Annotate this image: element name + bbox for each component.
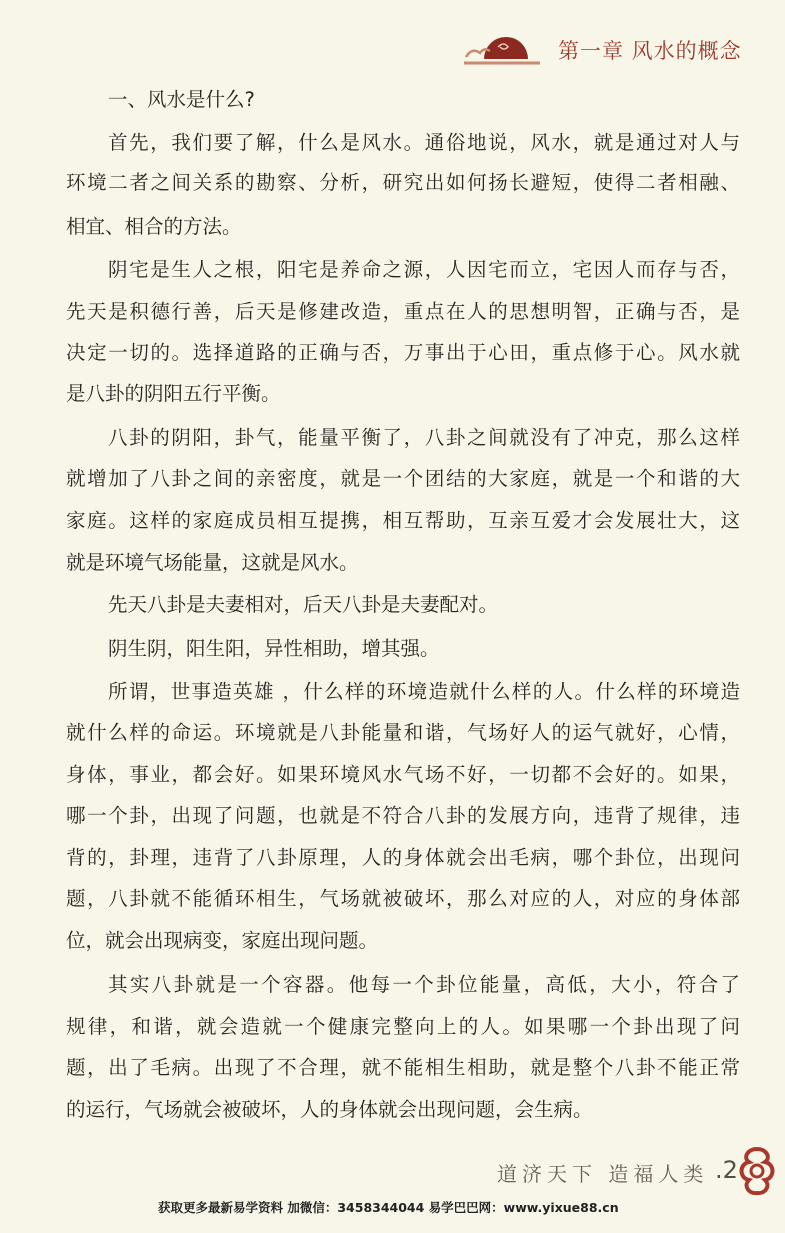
- footer-motto: 道济天下 造福人类: [497, 1162, 709, 1186]
- text-line: 就增加了八卦之间的亲密度，就是一个团结的大家庭，就是一个和谐的大: [66, 467, 740, 490]
- text-line: 环境二者之间关系的勘察、分析，研究出如何扬长避短，使得二者相融、: [66, 171, 740, 194]
- text-line: 其实八卦就是一个容器。他每一个卦位能量，高低，大小，符合了: [108, 973, 740, 996]
- footer-notice: 获取更多最新易学资料 加微信：3458344044 易学巴巴网：www.yixue88.cn: [158, 1200, 619, 1215]
- text-line: 首先，我们要了解，什么是风水。通俗地说，风水，就是通过对人与: [108, 131, 740, 154]
- text-line: 家庭。这样的家庭成员相互提携，相互帮助，互亲互爱才会发展壮大，这: [66, 509, 740, 532]
- knot-ornament-icon: [737, 1146, 777, 1196]
- text-line: 先天是积德行善，后天是修建改造，重点在人的思想明智，正确与否，是: [66, 300, 740, 323]
- text-line: 先天八卦是夫妻相对，后天八卦是夫妻配对。: [108, 593, 499, 616]
- text-line: 身体，事业，都会好。如果环境风水气场不好，一切都不会好的。如果，: [66, 763, 740, 786]
- section-heading: 一、风水是什么?: [108, 88, 255, 111]
- text-line: 就什么样的命运。环境就是八卦能量和谐，气场好人的运气就好，心情，: [66, 721, 740, 744]
- text-line: 规律，和谐，就会造就一个健康完整向上的人。如果哪一个卦出现了问: [66, 1015, 740, 1038]
- chapter-header: [462, 30, 742, 70]
- text-line: 题，出了毛病。出现了不合理，就不能相生相助，就是整个八卦不能正常: [66, 1056, 740, 1079]
- text-line: 哪一个卦，出现了问题，也就是不符合八卦的发展方向，违背了规律，违: [66, 804, 740, 827]
- text-line: 阴宅是生人之根，阳宅是养命之源，人因宅而立，宅因人而存与否，: [108, 258, 740, 281]
- text-line: 相宜、相合的方法。: [66, 215, 242, 238]
- text-line: 题，八卦就不能循环相生，气场就被破坏，那么对应的人，对应的身体部: [66, 887, 740, 910]
- text-line: 决定一切的。选择道路的正确与否，万事出于心田，重点修于心。风水就: [66, 341, 740, 364]
- chapter-title: 第一章 风水的概念: [558, 39, 742, 63]
- text-line: 背的，卦理，违背了八卦原理，人的身体就会出毛病，哪个卦位，出现问: [66, 846, 740, 869]
- text-line: 阴生阴，阳生阳，异性相助，增其强。: [108, 637, 440, 660]
- text-line: 是八卦的阴阳五行平衡。: [66, 382, 281, 405]
- cloud-ornament-icon: [462, 33, 542, 67]
- text-line: 八卦的阴阳，卦气，能量平衡了，八卦之间就没有了冲克，那么这样: [108, 426, 740, 449]
- text-line: 位，就会出现病变，家庭出现问题。: [66, 929, 379, 952]
- page-number: .2: [715, 1156, 738, 1184]
- text-line: 的运行，气场就会被破坏，人的身体就会出现问题，会生病。: [66, 1098, 593, 1121]
- text-line: 就是环境气场能量，这就是风水。: [66, 551, 359, 574]
- text-line: 所谓，世事造英雄 ，什么样的环境造就什么样的人。什么样的环境造: [108, 680, 740, 703]
